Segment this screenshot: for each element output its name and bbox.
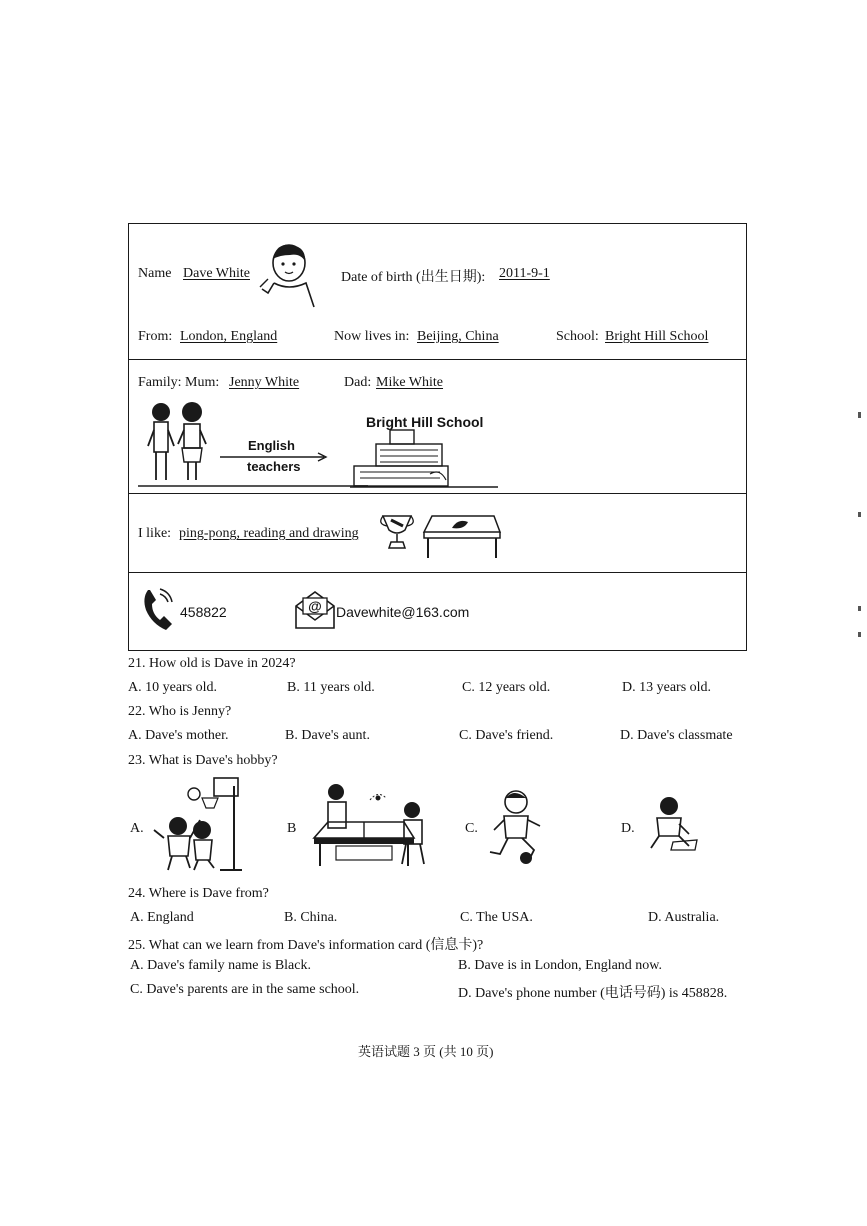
- scan-mark: [858, 412, 861, 418]
- question-24-option-c: C. The USA.: [460, 910, 533, 925]
- boy-portrait-icon: [260, 243, 318, 311]
- likes-value: ping-pong, reading and drawing: [179, 526, 359, 541]
- trophy-icon: [379, 512, 415, 552]
- school-label: School:: [556, 329, 599, 344]
- dad-value: Mike White: [376, 375, 444, 390]
- svg-text:@: @: [308, 598, 322, 614]
- question-24-option-d: D. Australia.: [648, 910, 720, 925]
- question-21-option-b: B. 11 years old.: [287, 680, 375, 695]
- question-25-option-a: A. Dave's family name is Black.: [130, 958, 311, 973]
- dob-value: 2011-9-1: [499, 266, 550, 281]
- school-value: Bright Hill School: [605, 329, 709, 344]
- question-22-option-b: B. Dave's aunt.: [285, 728, 370, 743]
- card-divider: [128, 359, 747, 360]
- phone-icon: [142, 588, 174, 632]
- ping-pong-table-icon: [422, 512, 502, 560]
- question-23-option-c: C.: [465, 821, 478, 836]
- lives-label: Now lives in:: [334, 329, 410, 344]
- basketball-picture: [150, 776, 242, 872]
- question-21-stem: 21. How old is Dave in 2024?: [128, 656, 296, 671]
- likes-label: I like:: [138, 526, 172, 541]
- from-label: From:: [138, 329, 173, 344]
- name-value: Dave White: [183, 266, 250, 281]
- question-21-option-c: C. 12 years old.: [462, 680, 551, 695]
- question-25-option-b: B. Dave is in London, England now.: [458, 958, 663, 973]
- card-divider: [128, 493, 747, 494]
- question-24-stem: 24. Where is Dave from?: [128, 886, 269, 901]
- scan-mark: [858, 606, 861, 611]
- question-22-option-a: A. Dave's mother.: [128, 728, 229, 743]
- ping-pong-picture: [310, 782, 432, 868]
- name-label: Name: [138, 266, 172, 281]
- family-label: Family: Mum:: [138, 375, 220, 390]
- email-address: Davewhite@163.com: [336, 604, 470, 620]
- page-footer: 英语试题 3 页 (共 10 页): [358, 1044, 494, 1059]
- arrow-label-english: English: [248, 438, 295, 453]
- question-22-option-c: C. Dave's friend.: [459, 728, 554, 743]
- drawing-picture: [645, 796, 699, 852]
- phone-number: 458822: [180, 604, 227, 620]
- lives-value: Beijing, China: [417, 329, 499, 344]
- school-building-label: Bright Hill School: [366, 414, 484, 430]
- question-22-option-d: D. Dave's classmate: [620, 728, 733, 743]
- mum-value: Jenny White: [229, 375, 300, 390]
- question-24-option-a: A. England: [130, 910, 194, 925]
- scan-mark: [858, 632, 861, 637]
- question-25-option-c: C. Dave's parents are in the same school.: [130, 982, 360, 997]
- question-23-option-d: D.: [621, 821, 635, 836]
- football-picture: [490, 790, 550, 866]
- ground-line: [138, 485, 368, 487]
- email-icon: [294, 590, 336, 630]
- question-23-option-a: A.: [130, 821, 144, 836]
- question-25-stem: 25. What can we learn from Dave's information card (信息卡)?: [128, 938, 484, 953]
- dad-label: Dad:: [344, 375, 372, 390]
- from-value: London, England: [180, 329, 278, 344]
- school-building-icon: [350, 430, 500, 490]
- arrow-label-teachers: teachers: [247, 459, 301, 474]
- question-24-option-b: B. China.: [284, 910, 338, 925]
- question-21-option-a: A. 10 years old.: [128, 680, 218, 695]
- question-23-stem: 23. What is Dave's hobby?: [128, 753, 278, 768]
- question-23-option-b: B: [287, 821, 297, 836]
- parents-icon: [144, 400, 212, 484]
- dob-label: Date of birth (出生日期):: [341, 270, 486, 285]
- question-21-option-d: D. 13 years old.: [622, 680, 712, 695]
- scan-mark: [858, 512, 861, 517]
- card-divider: [128, 572, 747, 573]
- question-22-stem: 22. Who is Jenny?: [128, 704, 232, 719]
- question-25-option-d: D. Dave's phone number (电话号码) is 458828.: [458, 986, 728, 1001]
